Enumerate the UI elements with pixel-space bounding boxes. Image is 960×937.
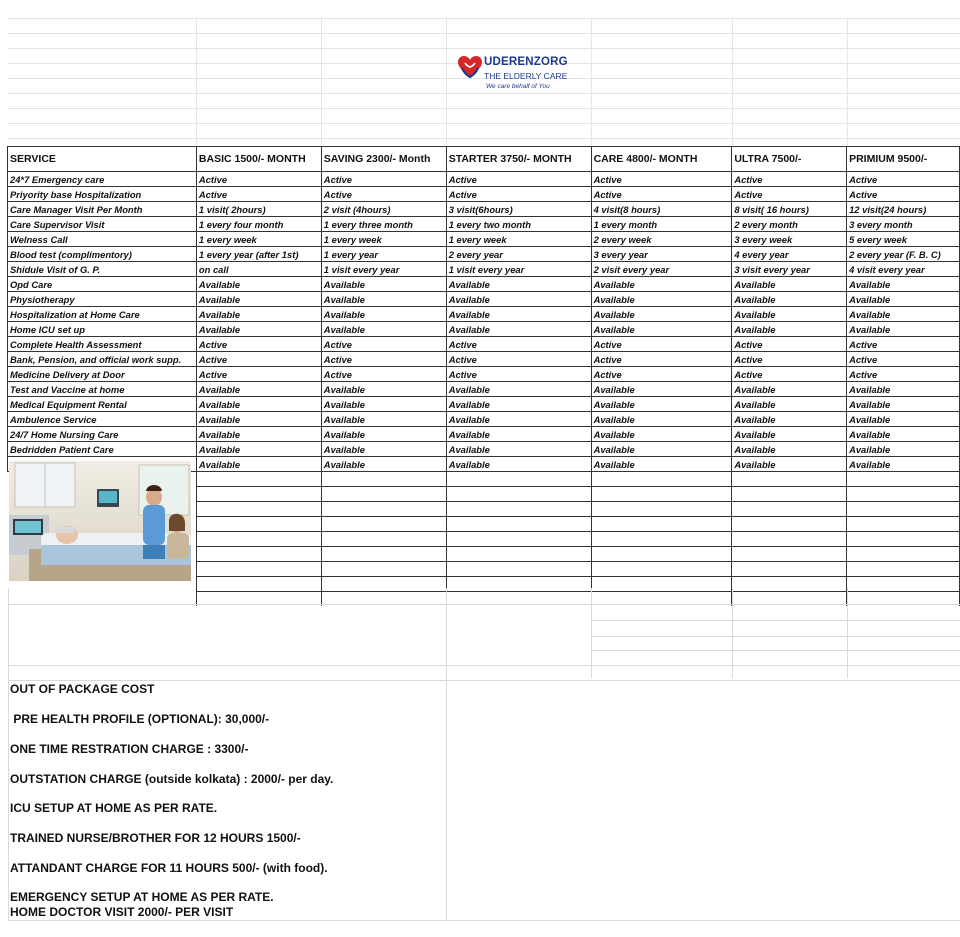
- plan-value-cell: 3 every year: [591, 247, 732, 262]
- plan-value-cell: Available: [847, 382, 960, 397]
- plan-value-cell: 3 visit every year: [732, 262, 847, 277]
- plan-value-cell: 1 every month: [591, 217, 732, 232]
- plan-value-cell: 2 every month: [732, 217, 847, 232]
- empty-cell: [196, 547, 321, 562]
- plan-value-cell: Available: [591, 442, 732, 457]
- plan-value-cell: 4 every year: [732, 247, 847, 262]
- service-name-cell: Priyority base Hospitalization: [8, 187, 197, 202]
- empty-cell: [847, 517, 960, 532]
- empty-cell: [732, 562, 847, 577]
- plan-value-cell: Available: [196, 277, 321, 292]
- plan-value-cell: Active: [196, 367, 321, 382]
- plan-value-cell: Available: [591, 427, 732, 442]
- table-row: [8, 352, 960, 367]
- plan-value-cell: Available: [591, 322, 732, 337]
- cost-line: ICU SETUP AT HOME AS PER RATE.: [10, 801, 218, 815]
- plan-value-cell: Active: [321, 337, 446, 352]
- table-row: [8, 217, 960, 232]
- plan-value-cell: 4 visit every year: [847, 262, 960, 277]
- table-row: [8, 337, 960, 352]
- empty-cell: [591, 562, 732, 577]
- plan-value-cell: Available: [321, 412, 446, 427]
- plan-value-cell: 1 every week: [321, 232, 446, 247]
- plan-value-cell: Available: [847, 412, 960, 427]
- cost-line: EMERGENCY SETUP AT HOME AS PER RATE.: [10, 890, 274, 904]
- empty-cell: [446, 502, 591, 517]
- empty-cell: [847, 577, 960, 592]
- empty-cell: [847, 562, 960, 577]
- plan-value-cell: 2 visit (4hours): [321, 202, 446, 217]
- plan-value-cell: 1 every four month: [196, 217, 321, 232]
- cost-line: HOME DOCTOR VISIT 2000/- PER VISIT: [10, 905, 234, 919]
- cost-line: TRAINED NURSE/BROTHER FOR 12 HOURS 1500/-: [10, 831, 301, 845]
- column-header-plan: STARTER 3750/- MONTH: [446, 147, 591, 172]
- plan-value-cell: Available: [847, 277, 960, 292]
- plan-value-cell: Available: [847, 442, 960, 457]
- empty-cell: [732, 577, 847, 592]
- plan-value-cell: Active: [446, 352, 591, 367]
- service-name-cell: Care Supervisor Visit: [8, 217, 197, 232]
- column-header-service: SERVICE: [8, 147, 197, 172]
- plan-value-cell: Available: [847, 397, 960, 412]
- company-logo: [456, 52, 596, 98]
- empty-cell: [847, 532, 960, 547]
- plan-value-cell: Active: [196, 172, 321, 187]
- plan-value-cell: Available: [732, 457, 847, 472]
- plan-value-cell: Active: [196, 337, 321, 352]
- table-row: [8, 427, 960, 442]
- plan-value-cell: Available: [446, 322, 591, 337]
- service-name-cell: Complete Health Assessment: [8, 337, 197, 352]
- service-name-cell: Hospitalization at Home Care: [8, 307, 197, 322]
- empty-cell: [847, 487, 960, 502]
- plan-value-cell: 2 every year: [446, 247, 591, 262]
- empty-cell: [591, 532, 732, 547]
- empty-cell: [321, 487, 446, 502]
- plan-value-cell: Active: [446, 172, 591, 187]
- plan-value-cell: 1 every two month: [446, 217, 591, 232]
- plan-value-cell: 1 visit every year: [446, 262, 591, 277]
- plan-value-cell: 3 every month: [847, 217, 960, 232]
- plan-value-cell: 1 every week: [446, 232, 591, 247]
- plan-value-cell: Available: [196, 427, 321, 442]
- plan-value-cell: Available: [732, 277, 847, 292]
- empty-cell: [446, 577, 591, 592]
- empty-cell: [591, 547, 732, 562]
- plan-value-cell: Active: [591, 352, 732, 367]
- plan-value-cell: Available: [446, 427, 591, 442]
- plan-value-cell: Active: [847, 367, 960, 382]
- column-header-plan: BASIC 1500/- MONTH: [196, 147, 321, 172]
- plan-value-cell: Available: [591, 277, 732, 292]
- empty-cell: [196, 472, 321, 487]
- plan-value-cell: Available: [196, 442, 321, 457]
- plan-value-cell: on call: [196, 262, 321, 277]
- table-row: [8, 367, 960, 382]
- plan-value-cell: Active: [732, 367, 847, 382]
- column-header-plan: ULTRA 7500/-: [732, 147, 847, 172]
- empty-cell: [321, 577, 446, 592]
- empty-cell: [196, 562, 321, 577]
- plan-value-cell: Active: [196, 352, 321, 367]
- plan-value-cell: Available: [732, 412, 847, 427]
- empty-cell: [446, 517, 591, 532]
- service-name-cell: Physiotherapy: [8, 292, 197, 307]
- plan-value-cell: Active: [321, 352, 446, 367]
- plan-value-cell: 1 every three month: [321, 217, 446, 232]
- plan-value-cell: Available: [591, 457, 732, 472]
- empty-cell: [732, 472, 847, 487]
- plan-value-cell: Available: [321, 277, 446, 292]
- plan-value-cell: Active: [732, 187, 847, 202]
- plan-value-cell: Available: [732, 322, 847, 337]
- empty-cell: [732, 547, 847, 562]
- empty-cell: [321, 547, 446, 562]
- plan-value-cell: Active: [446, 187, 591, 202]
- plan-value-cell: 1 every year (after 1st): [196, 247, 321, 262]
- plan-value-cell: Available: [196, 412, 321, 427]
- plan-value-cell: 5 every week: [847, 232, 960, 247]
- empty-cell: [591, 487, 732, 502]
- service-name-cell: Ambulence Service: [8, 412, 197, 427]
- plan-value-cell: Available: [321, 427, 446, 442]
- plan-value-cell: Available: [847, 307, 960, 322]
- plan-value-cell: Available: [591, 382, 732, 397]
- plan-value-cell: Available: [196, 322, 321, 337]
- cost-line: ATTANDANT CHARGE FOR 11 HOURS 500/- (with food).: [10, 861, 328, 875]
- plan-value-cell: Available: [321, 457, 446, 472]
- service-name-cell: Welness Call: [8, 232, 197, 247]
- plan-value-cell: Available: [196, 397, 321, 412]
- empty-cell: [847, 472, 960, 487]
- plan-value-cell: 2 every year (F. B. C): [847, 247, 960, 262]
- empty-cell: [321, 532, 446, 547]
- plan-value-cell: Available: [321, 322, 446, 337]
- column-header-plan: CARE 4800/- MONTH: [591, 147, 732, 172]
- service-name-cell: Opd Care: [8, 277, 197, 292]
- empty-cell: [196, 517, 321, 532]
- plan-value-cell: Available: [446, 412, 591, 427]
- empty-cell: [321, 472, 446, 487]
- plan-value-cell: Active: [321, 187, 446, 202]
- table-row: [8, 262, 960, 277]
- plan-value-cell: Available: [446, 397, 591, 412]
- plan-value-cell: 1 visit every year: [321, 262, 446, 277]
- empty-cell: [591, 577, 732, 592]
- empty-cell: [732, 532, 847, 547]
- plan-value-cell: Available: [446, 457, 591, 472]
- table-row: [8, 247, 960, 262]
- service-name-cell: Shidule Visit of G. P.: [8, 262, 197, 277]
- plan-value-cell: Available: [732, 292, 847, 307]
- plan-value-cell: Available: [446, 277, 591, 292]
- empty-cell: [196, 532, 321, 547]
- table-row: [8, 382, 960, 397]
- table-row: [8, 202, 960, 217]
- table-row: [8, 397, 960, 412]
- column-header-plan: SAVING 2300/- Month: [321, 147, 446, 172]
- plan-value-cell: Available: [321, 442, 446, 457]
- plan-value-cell: Active: [591, 172, 732, 187]
- plan-value-cell: Available: [732, 442, 847, 457]
- plan-value-cell: Available: [446, 442, 591, 457]
- empty-cell: [847, 547, 960, 562]
- empty-cell: [446, 532, 591, 547]
- empty-cell: [321, 562, 446, 577]
- plan-value-cell: 1 visit( 2hours): [196, 202, 321, 217]
- plan-value-cell: Available: [446, 307, 591, 322]
- plan-value-cell: Available: [732, 307, 847, 322]
- table-row: [8, 322, 960, 337]
- empty-cell: [446, 562, 591, 577]
- plan-value-cell: 1 every week: [196, 232, 321, 247]
- plan-value-cell: 2 visit every year: [591, 262, 732, 277]
- plan-value-cell: Available: [321, 397, 446, 412]
- plan-value-cell: Available: [732, 397, 847, 412]
- plan-value-cell: Active: [847, 337, 960, 352]
- logo-tagline: We care behalf of You: [486, 83, 550, 90]
- plan-value-cell: Available: [591, 412, 732, 427]
- plan-value-cell: Active: [591, 337, 732, 352]
- plan-value-cell: Active: [591, 187, 732, 202]
- table-row: [8, 292, 960, 307]
- empty-cell: [732, 517, 847, 532]
- plan-value-cell: Available: [732, 427, 847, 442]
- empty-cell: [591, 517, 732, 532]
- empty-cell: [446, 547, 591, 562]
- plan-value-cell: Available: [321, 307, 446, 322]
- empty-cell: [196, 502, 321, 517]
- plan-value-cell: Active: [847, 352, 960, 367]
- service-name-cell: 24/7 Home Nursing Care: [8, 427, 197, 442]
- empty-cell: [847, 502, 960, 517]
- plan-value-cell: Available: [196, 457, 321, 472]
- plan-value-cell: Active: [732, 337, 847, 352]
- service-name-cell: Medical Equipment Rental: [8, 397, 197, 412]
- table-row: [8, 307, 960, 322]
- service-name-cell: Care Manager Visit Per Month: [8, 202, 197, 217]
- plan-value-cell: Available: [321, 292, 446, 307]
- service-name-cell: 24*7 Emergency care: [8, 172, 197, 187]
- empty-cell: [446, 472, 591, 487]
- service-name-cell: Bank, Pension, and official work supp.: [8, 352, 197, 367]
- plan-value-cell: Active: [321, 172, 446, 187]
- plan-value-cell: Active: [732, 352, 847, 367]
- empty-cell: [732, 502, 847, 517]
- plan-value-cell: Available: [847, 322, 960, 337]
- plan-value-cell: 4 visit(8 hours): [591, 202, 732, 217]
- plan-value-cell: Available: [591, 292, 732, 307]
- heart-hands-icon: [456, 54, 484, 80]
- plan-value-cell: 2 every week: [591, 232, 732, 247]
- service-name-cell: Home ICU set up: [8, 322, 197, 337]
- logo-brand: UDERENZORG: [484, 56, 568, 68]
- plan-value-cell: Active: [847, 187, 960, 202]
- empty-cell: [591, 472, 732, 487]
- plan-value-cell: Available: [446, 382, 591, 397]
- plan-value-cell: Active: [196, 187, 321, 202]
- plan-value-cell: Active: [446, 337, 591, 352]
- empty-cell: [196, 577, 321, 592]
- plan-value-cell: 1 every year: [321, 247, 446, 262]
- plan-value-cell: Available: [591, 397, 732, 412]
- plan-value-cell: Available: [446, 292, 591, 307]
- plan-value-cell: Available: [591, 307, 732, 322]
- table-row: [8, 277, 960, 292]
- plan-value-cell: Available: [847, 427, 960, 442]
- plan-value-cell: Available: [847, 292, 960, 307]
- table-row: [8, 412, 960, 427]
- empty-cell: [321, 502, 446, 517]
- table-header-row: [8, 147, 960, 172]
- plan-value-cell: Available: [732, 382, 847, 397]
- table-row: [8, 172, 960, 187]
- plan-value-cell: Available: [196, 382, 321, 397]
- empty-cell: [321, 517, 446, 532]
- table-row: [8, 442, 960, 457]
- plan-value-cell: Available: [196, 307, 321, 322]
- service-name-cell: Test and Vaccine at home: [8, 382, 197, 397]
- cost-line-heading: OUT OF PACKAGE COST: [10, 682, 155, 696]
- logo-subtitle: THE ELDERLY CARE: [484, 71, 568, 81]
- table-row: [8, 232, 960, 247]
- plan-value-cell: Active: [732, 172, 847, 187]
- nurse-patient-photo: [9, 461, 191, 581]
- empty-cell: [196, 487, 321, 502]
- plan-value-cell: 3 visit(6hours): [446, 202, 591, 217]
- plan-value-cell: Available: [321, 382, 446, 397]
- plan-value-cell: Active: [591, 367, 732, 382]
- table-row: [8, 187, 960, 202]
- plan-value-cell: 3 every week: [732, 232, 847, 247]
- plan-value-cell: Active: [321, 367, 446, 382]
- cost-line: ONE TIME RESTRATION CHARGE : 3300/-: [10, 742, 249, 756]
- plan-value-cell: Active: [847, 172, 960, 187]
- plan-value-cell: Available: [847, 457, 960, 472]
- empty-cell: [591, 502, 732, 517]
- column-header-plan: PRIMIUM 9500/-: [847, 147, 960, 172]
- plan-value-cell: 12 visit(24 hours): [847, 202, 960, 217]
- service-name-cell: Blood test (complimentory): [8, 247, 197, 262]
- service-name-cell: Medicine Delivery at Door: [8, 367, 197, 382]
- plan-value-cell: Available: [196, 292, 321, 307]
- empty-cell: [732, 487, 847, 502]
- cost-line: OUTSTATION CHARGE (outside kolkata) : 2000/- per day.: [10, 772, 334, 786]
- plan-value-cell: Active: [446, 367, 591, 382]
- service-name-cell: Bedridden Patient Care: [8, 442, 197, 457]
- plan-value-cell: 8 visit( 16 hours): [732, 202, 847, 217]
- cost-line: PRE HEALTH PROFILE (OPTIONAL): 30,000/-: [10, 712, 270, 726]
- empty-cell: [446, 487, 591, 502]
